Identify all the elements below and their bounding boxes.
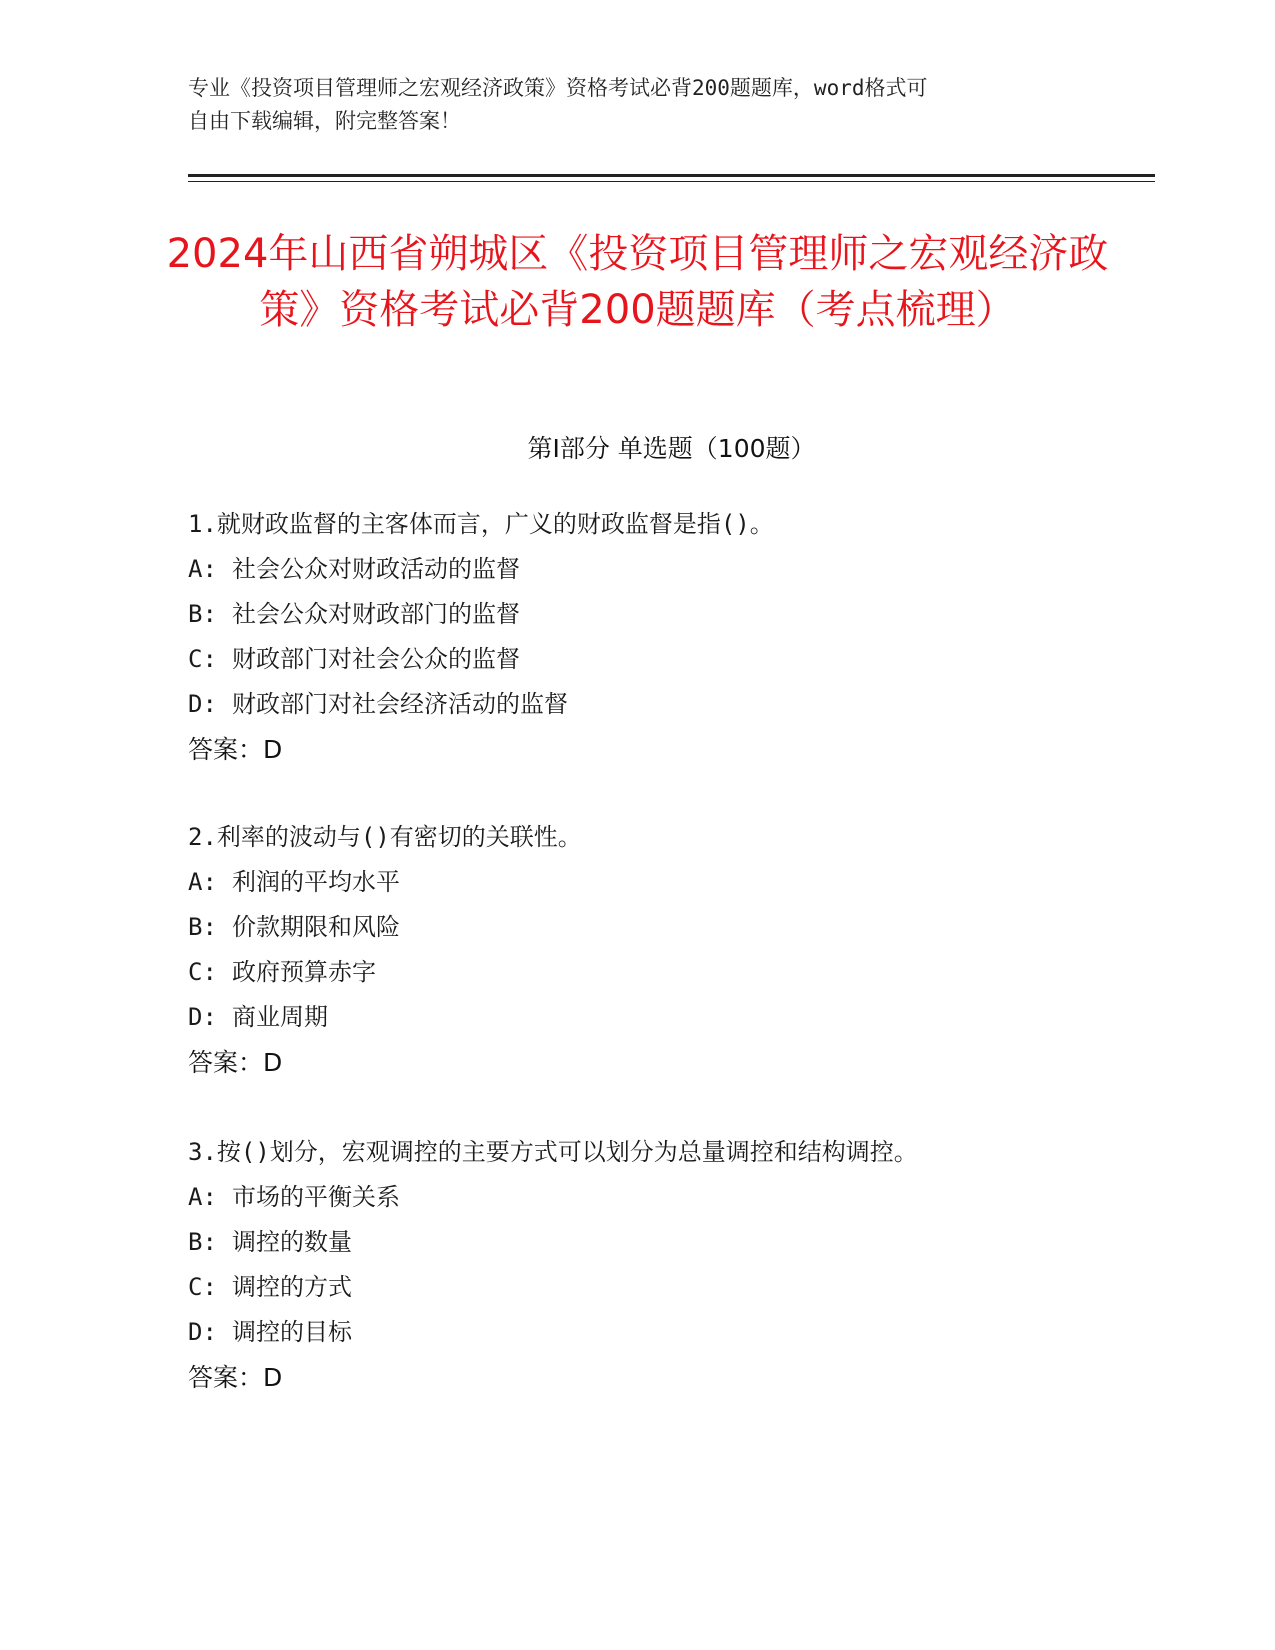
question-3 bbox=[188, 1130, 1155, 1400]
document-title: 2024年山西省朔城区《投资项目管理师之宏观经济政策》资格考试必背200题题库（考点梳理） bbox=[166, 231, 1109, 333]
option-text: 利润的平均水平 bbox=[232, 868, 400, 896]
option-b bbox=[188, 905, 1155, 950]
option-a bbox=[188, 860, 1155, 905]
option-prefix: A: bbox=[188, 555, 217, 583]
option-text: 商业周期 bbox=[232, 1003, 328, 1031]
option-text: 价款期限和风险 bbox=[232, 913, 400, 941]
option-prefix: B: bbox=[188, 913, 217, 941]
option-b bbox=[188, 1220, 1155, 1265]
option-text: 政府预算赤字 bbox=[232, 958, 376, 986]
option-prefix: D: bbox=[188, 690, 217, 718]
option-text: 调控的目标 bbox=[232, 1318, 352, 1346]
option-text: 财政部门对社会公众的监督 bbox=[232, 645, 520, 673]
answer: 答案：D bbox=[188, 735, 283, 764]
option-prefix: A: bbox=[188, 868, 217, 896]
option-prefix: C: bbox=[188, 1273, 217, 1301]
option-a bbox=[188, 547, 1155, 592]
option-d bbox=[188, 682, 1155, 727]
option-text: 市场的平衡关系 bbox=[232, 1183, 400, 1211]
option-d bbox=[188, 1310, 1155, 1355]
question-stem: 1.就财政监督的主客体而言，广义的财政监督是指()。 bbox=[188, 510, 774, 538]
answer: 答案：D bbox=[188, 1363, 283, 1392]
option-text: 社会公众对财政部门的监督 bbox=[232, 600, 520, 628]
option-b bbox=[188, 592, 1155, 637]
option-prefix: C: bbox=[188, 958, 217, 986]
option-text: 社会公众对财政活动的监督 bbox=[232, 555, 520, 583]
option-prefix: D: bbox=[188, 1003, 217, 1031]
option-prefix: C: bbox=[188, 645, 217, 673]
option-text: 调控的数量 bbox=[232, 1228, 352, 1256]
header-note bbox=[188, 72, 1088, 138]
option-prefix: D: bbox=[188, 1318, 217, 1346]
option-c bbox=[188, 637, 1155, 682]
header-divider-thin bbox=[188, 181, 1155, 182]
option-c bbox=[188, 950, 1155, 995]
answer: 答案：D bbox=[188, 1048, 283, 1077]
header-divider-thick bbox=[188, 174, 1155, 177]
option-text: 调控的方式 bbox=[232, 1273, 352, 1301]
option-prefix: B: bbox=[188, 1228, 217, 1256]
header-note-line-2: 自由下载编辑，附完整答案！ bbox=[188, 109, 461, 133]
header-note-line-1: 专业《投资项目管理师之宏观经济政策》资格考试必背200题题库，word格式可 bbox=[188, 76, 928, 100]
option-c bbox=[188, 1265, 1155, 1310]
question-stem: 3.按()划分，宏观调控的主要方式可以划分为总量调控和结构调控。 bbox=[188, 1138, 918, 1166]
question-1 bbox=[188, 502, 1155, 772]
question-stem: 2.利率的波动与()有密切的关联性。 bbox=[188, 823, 582, 851]
option-d bbox=[188, 995, 1155, 1040]
option-prefix: A: bbox=[188, 1183, 217, 1211]
option-a bbox=[188, 1175, 1155, 1220]
section-title: 第Ⅰ部分 单选题（100题） bbox=[527, 434, 816, 463]
option-prefix: B: bbox=[188, 600, 217, 628]
option-text: 财政部门对社会经济活动的监督 bbox=[232, 690, 568, 718]
question-2 bbox=[188, 815, 1155, 1085]
